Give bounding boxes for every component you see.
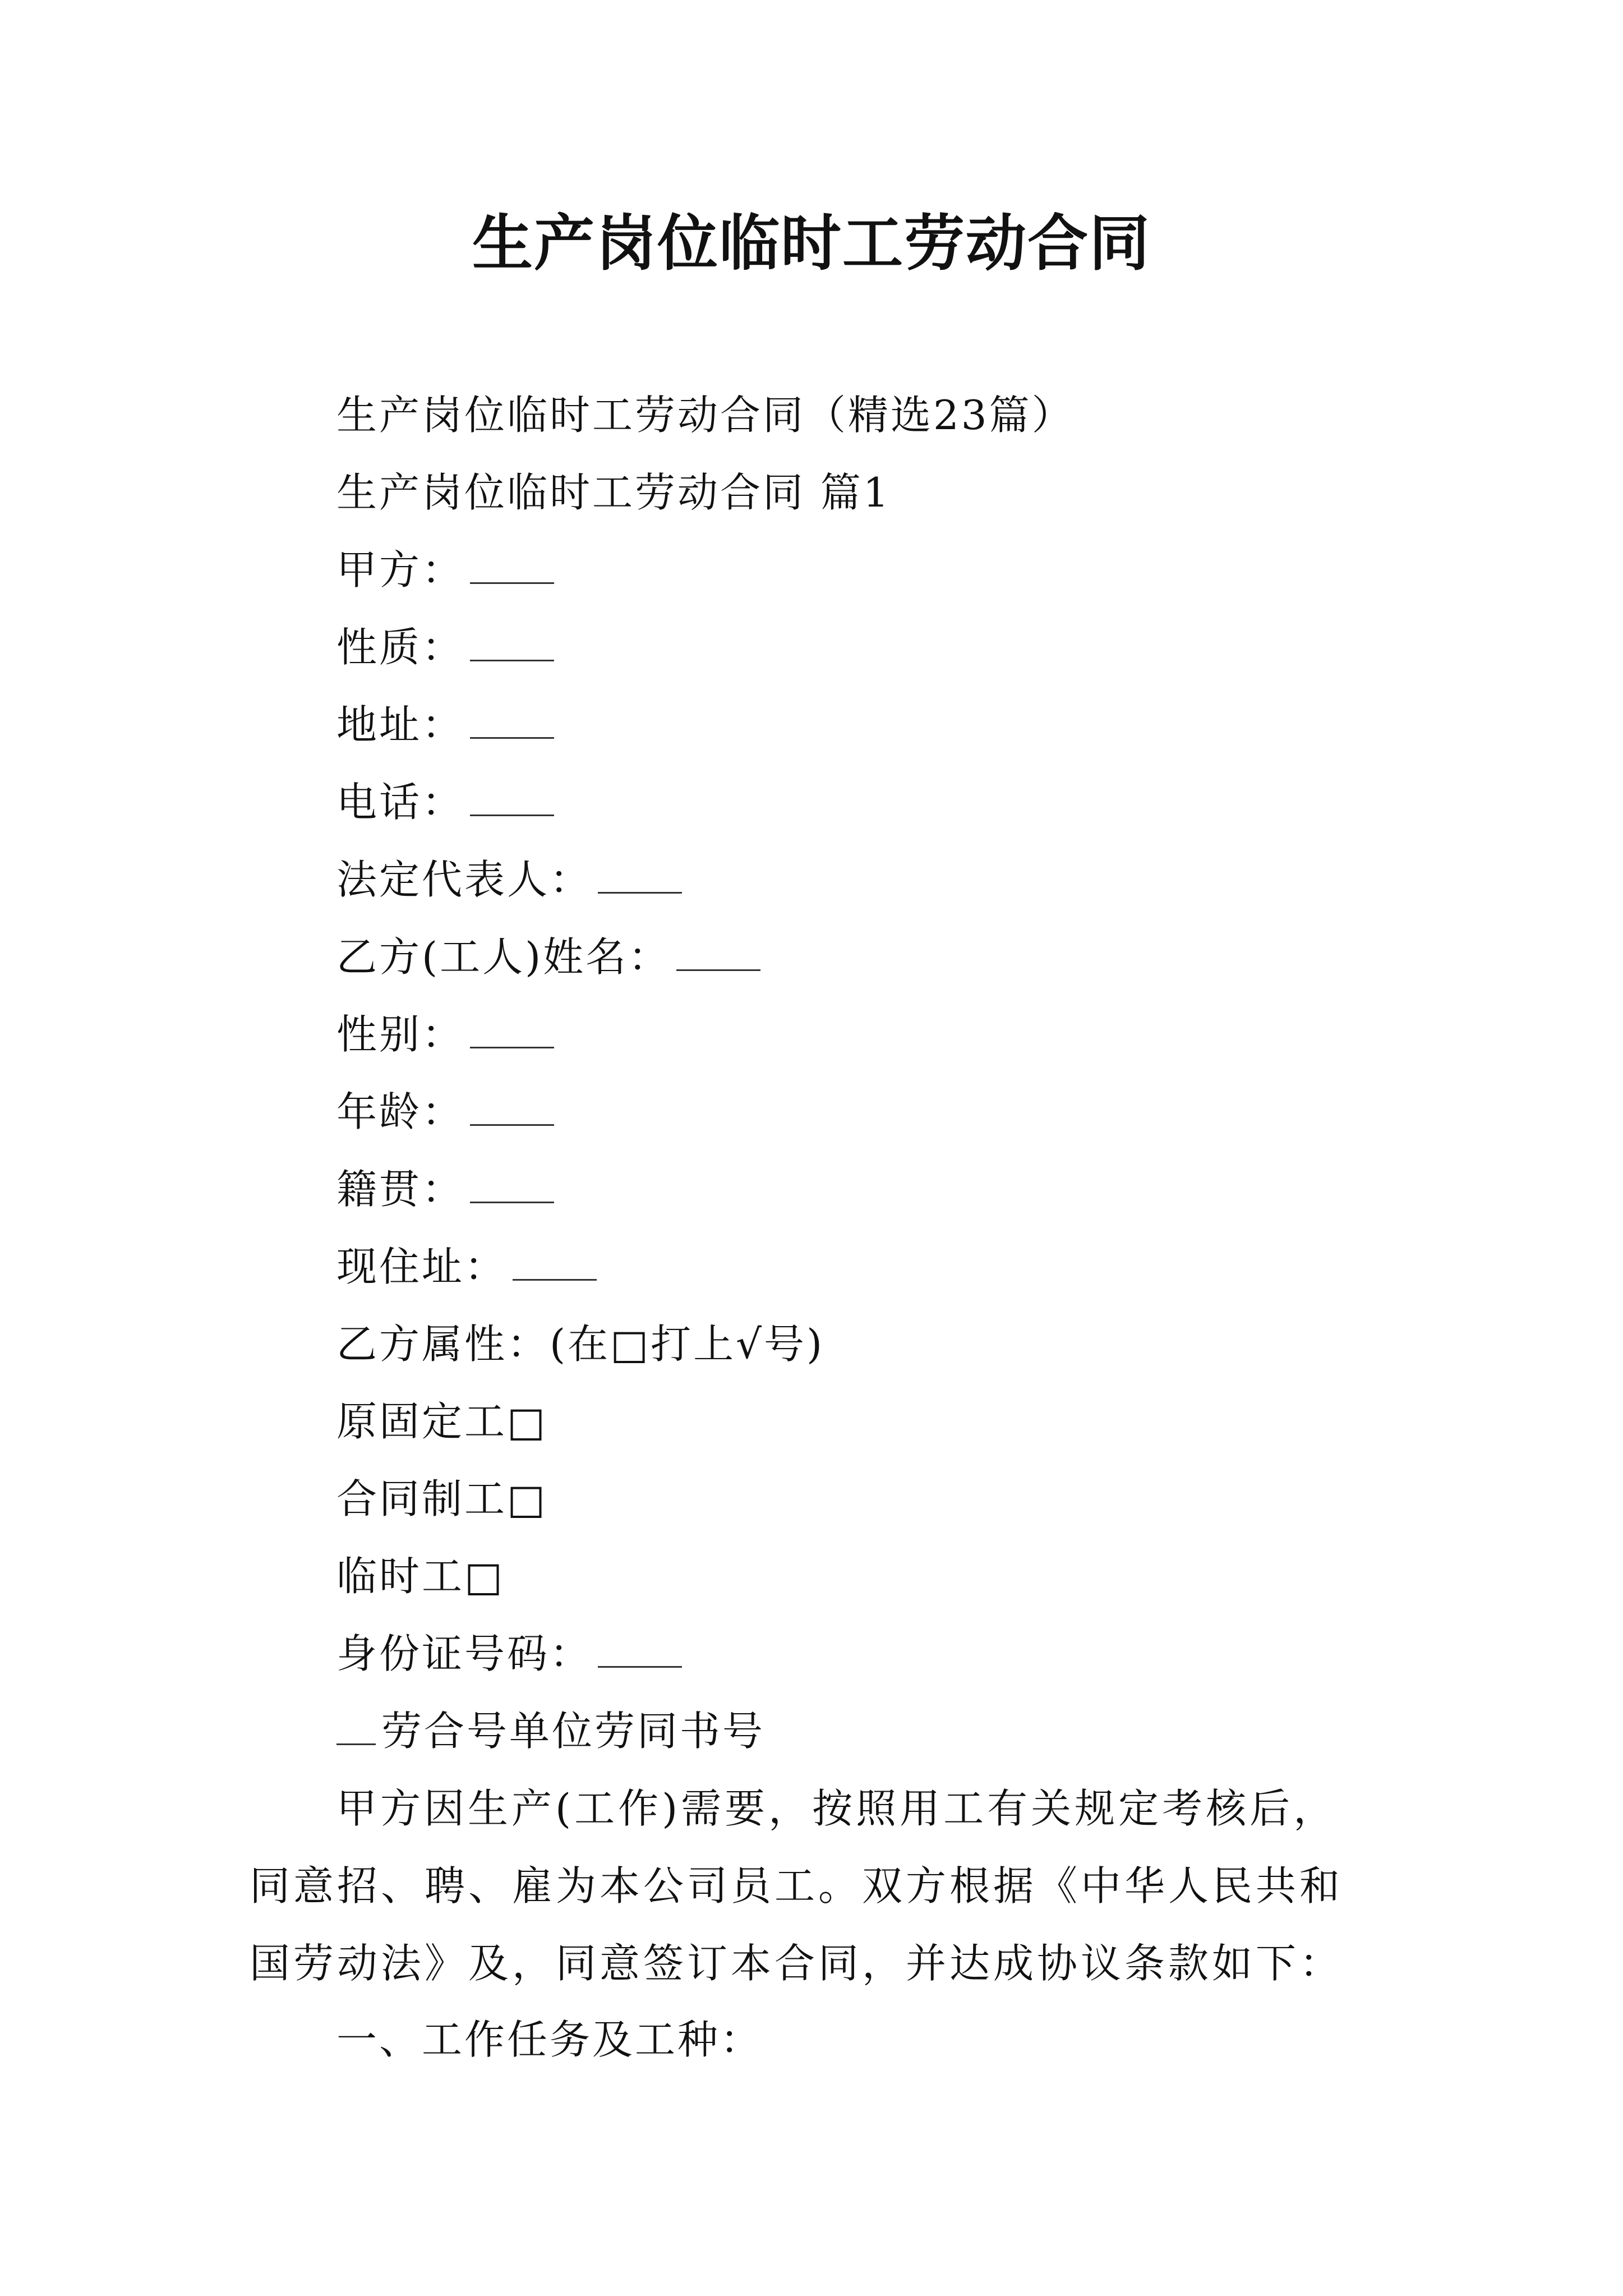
option-contract-worker: 合同制工□ [336,1475,548,1522]
field-label: 法定代表人： [336,856,593,903]
field-legal-rep [336,852,682,908]
field-label: 甲方： [336,546,465,593]
document-title: 生产岗位临时工劳动合同 [472,209,1151,279]
field-gender [336,1006,554,1062]
field-id-number [336,1626,682,1682]
section-heading: 生产岗位临时工劳动合同 篇1 [336,469,891,516]
contract-number-line [336,1703,765,1759]
option-temp-worker: 临时工□ [336,1553,505,1600]
field-label: 性别： [336,1011,465,1058]
field-label: 乙方(工人)姓名： [336,933,671,981]
fill-blank [470,627,554,661]
fill-blank [336,1711,376,1745]
fill-blank [513,1246,597,1281]
field-party-b-name [336,929,760,985]
field-label: 身份证号码： [336,1630,593,1677]
field-label: 籍贯： [336,1166,465,1213]
fill-blank [470,1092,554,1126]
field-label: 年龄： [336,1088,465,1135]
fill-blank [470,705,554,739]
clause-heading: 一、工作任务及工种： [336,2016,763,2063]
fill-blank [470,1169,554,1203]
field-party-a [336,542,554,598]
field-nature [336,619,554,675]
fill-blank [598,859,682,894]
field-phone [336,774,554,830]
field-label: 电话： [336,779,465,826]
fill-blank [470,782,554,816]
fill-blank [676,937,760,971]
field-label: 现住址： [336,1243,508,1290]
field-label: 性质： [336,624,465,671]
field-label: 地址： [336,701,465,748]
fill-blank [470,550,554,584]
field-current-address [336,1239,597,1295]
field-address [336,697,554,753]
option-fixed-worker: 原固定工□ [336,1398,548,1445]
intro-paragraph: 甲方因生产(工作)需要，按照用工有关规定考核后，同意招、聘、雇为本公司员工。双方根据《中华人民共和国劳动法》及，同意签订本合同，并达成协议条款如下： [250,1785,1344,1987]
field-age [336,1084,554,1140]
contract-number-text: 劳合号单位劳同书号 [381,1708,766,1755]
fill-blank [470,1014,554,1048]
document-subtitle: 生产岗位临时工劳动合同（精选23篇） [336,392,1075,439]
field-party-b-attr: 乙方属性：(在□打上√号) [336,1320,825,1368]
fill-blank [598,1634,682,1668]
field-native-place [336,1161,554,1217]
